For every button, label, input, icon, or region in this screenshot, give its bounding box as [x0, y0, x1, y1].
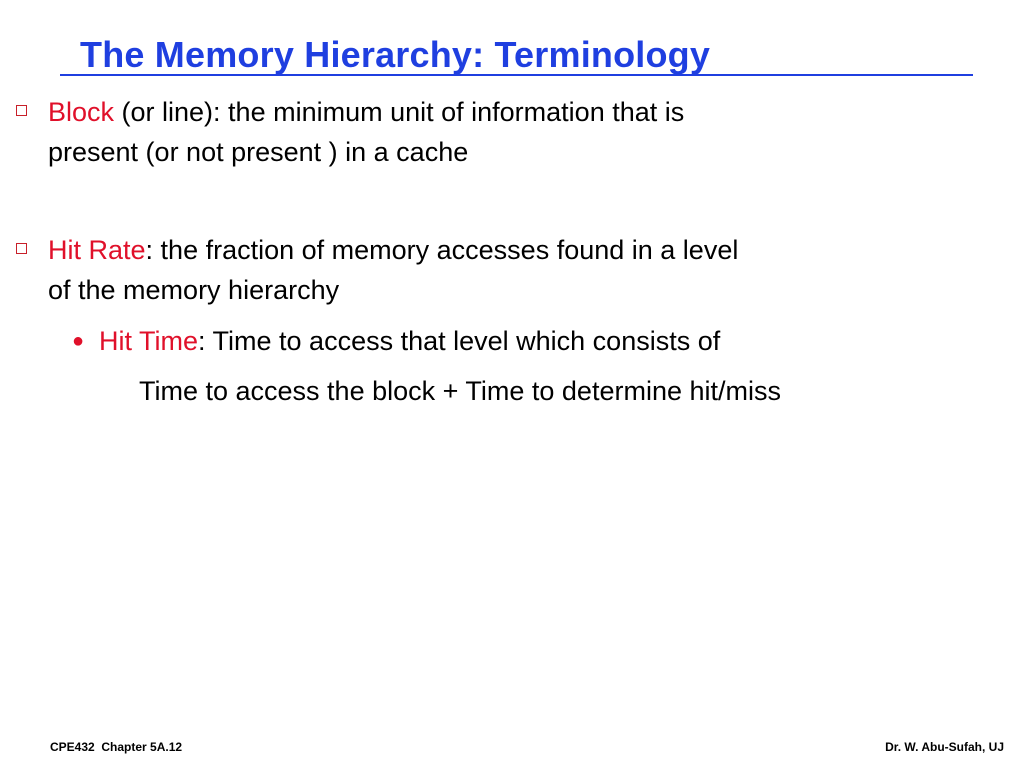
bullet-block-line2: present (or not present ) in a cache	[48, 137, 469, 167]
square-bullet-icon	[16, 243, 27, 254]
bullet-block	[14, 92, 974, 172]
bullet-hit-rate-line2: of the memory hierarchy	[48, 275, 340, 305]
term-hit-time: Hit Time	[99, 326, 199, 356]
title-underline	[60, 74, 973, 76]
bullet-hit-rate-line1: : the fraction of memory accesses found in a level	[145, 235, 739, 265]
dot-bullet-icon: ●	[72, 330, 85, 352]
bullet-hit-rate-text	[48, 230, 968, 310]
term-block: Block	[48, 97, 115, 127]
bullet-hit-rate	[14, 230, 974, 310]
bullet-block-line1: (or line): the minimum unit of information that is	[114, 97, 685, 127]
sub-bullet-hit-time-line: : Time to access that level which consists of	[198, 326, 721, 356]
bullet-block-text	[48, 92, 968, 172]
sub-bullet-hit-time	[72, 321, 972, 361]
term-hit-rate: Hit Rate	[48, 235, 146, 265]
footer-course-chapter: CPE432 Chapter 5A.12	[50, 740, 183, 754]
sub-bullet-hit-time-text	[99, 321, 979, 361]
square-bullet-icon	[16, 105, 27, 116]
footer-author: Dr. W. Abu-Sufah, UJ	[885, 740, 1004, 754]
slide-title: The Memory Hierarchy: Terminology	[80, 34, 711, 75]
sub-bullet-continuation: Time to access the block + Time to determine hit/miss	[139, 376, 781, 406]
